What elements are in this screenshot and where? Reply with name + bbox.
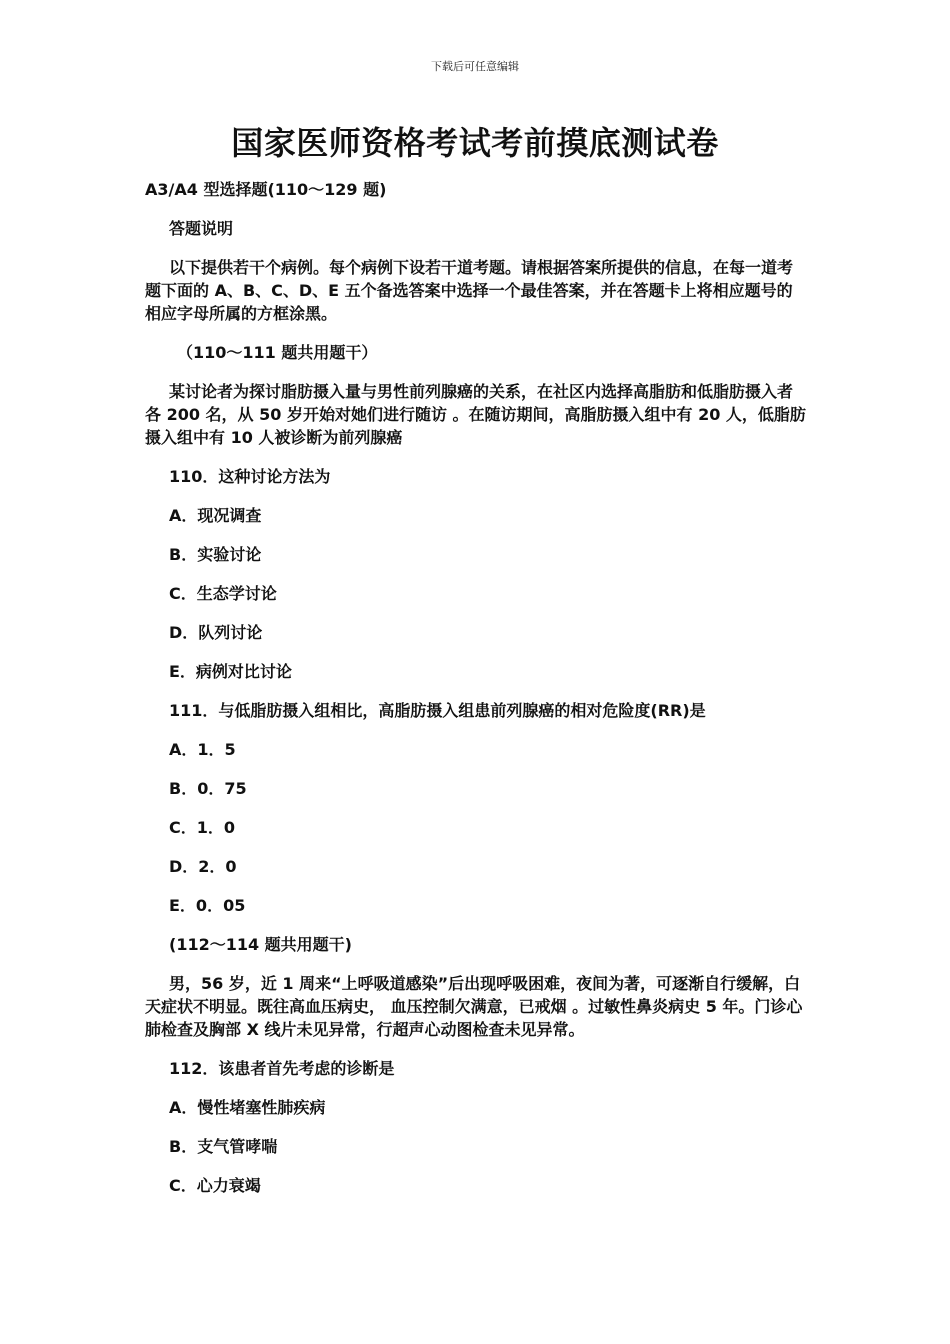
option-112-a: A．慢性堵塞性肺疾病 [169, 1098, 326, 1117]
question-110: 110．这种讨论方法为 [169, 467, 331, 486]
document-body [145, 178, 807, 1213]
section-heading: A3/A4 型选择题(110～129 题) [145, 180, 387, 199]
group-label: （110～111 题共用题干） [177, 343, 378, 362]
case-stem: 某讨论者为探讨脂肪摄入量与男性前列腺癌的关系，在社区内选择高脂肪和低脂肪摄入者各 200 名，从 50 岁开始对她们进行随访 。在随访期间，高脂肪摄入组中有 20 人，低脂肪摄入组中有 10 人被诊断为前列腺癌 [145, 382, 806, 447]
option-111-b: B．0．75 [169, 779, 247, 798]
header-note: 下载后可任意编辑 [431, 60, 519, 73]
option-110-e: E．病例对比讨论 [169, 662, 292, 681]
option-110-d: D．队列讨论 [169, 623, 263, 642]
option-110-b: B．实验讨论 [169, 545, 262, 564]
document-title: 国家医师资格考试考前摸底测试卷 [231, 124, 719, 162]
option-110-a: A．现况调查 [169, 506, 262, 525]
option-111-e: E．0．05 [169, 896, 246, 915]
question-112: 112．该患者首先考虑的诊断是 [169, 1059, 395, 1078]
case-stem: 男，56 岁，近 1 周来“上呼吸道感染”后出现呼吸困难，夜间为著，可逐渐自行缓解，白天症状不明显。既往高血压病史， 血压控制欠满意，已戒烟 。过敏性鼻炎病史 5 年。门诊心肺检查及胸部 X 线片未见异常，行超声心动图检查未见异常。 [145, 974, 803, 1039]
option-111-c: C．1．0 [169, 818, 236, 837]
option-112-c: C．心力衰竭 [169, 1176, 261, 1195]
option-111-a: A．1．5 [169, 740, 236, 759]
option-110-c: C．生态学讨论 [169, 584, 277, 603]
group-label: (112～114 题共用题干) [169, 935, 352, 954]
option-111-d: D．2．0 [169, 857, 237, 876]
instructions-label: 答题说明 [169, 219, 234, 238]
option-112-b: B．支气管哮喘 [169, 1137, 278, 1156]
instructions-text: 以下提供若干个病例。每个病例下设若干道考题。请根据答案所提供的信息，在每一道考题下面的 A、B、C、D、E 五个备选答案中选择一个最佳答案，并在答题卡上将相应题号的相应字母所属的方框涂黑。 [145, 258, 794, 323]
question-111: 111．与低脂肪摄入组相比，高脂肪摄入组患前列腺癌的相对危险度(RR)是 [169, 701, 706, 720]
